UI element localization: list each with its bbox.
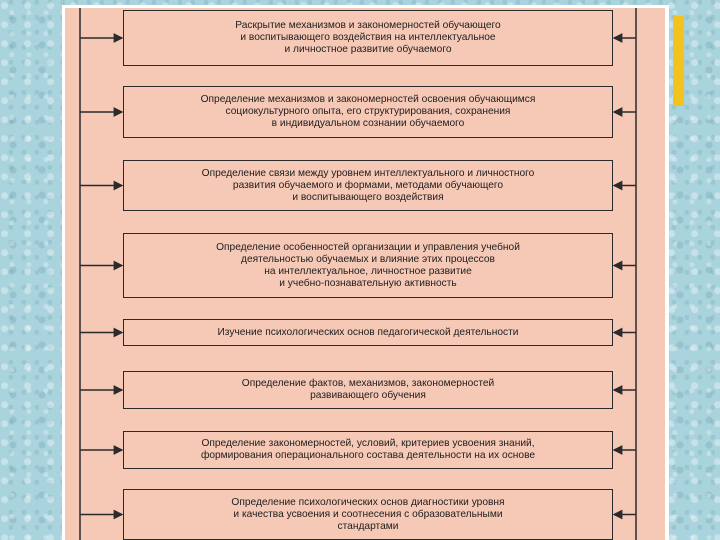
accent-bar: [673, 16, 684, 106]
diagram-box-4: Определение особенностей организации и управления учебной деятельностью обучаемых и влияние этих процессов на интеллектуальное, личностное развитие и учебно-познавательную активность: [123, 233, 613, 298]
diagram-box-2: Определение механизмов и закономерностей освоения обучающимся социокультурного опыта, его структурирования, сохранения в индивидуальном сознании обучаемого: [123, 86, 613, 138]
diagram-box-8: Определение психологических основ диагностики уровня и качества усвоения и соотнесения с образовательными стандартами: [123, 489, 613, 540]
diagram-box-3: Определение связи между уровнем интеллектуального и личностного развития обучаемого и формами, методами обучающего и воспитывающего воздействия: [123, 160, 613, 211]
diagram-box-7: Определение закономерностей, условий, критериев усвоения знаний, формирования операционального состава деятельности на их основе: [123, 431, 613, 469]
diagram-box-5: Изучение психологических основ педагогической деятельности: [123, 319, 613, 346]
diagram-box-1: Раскрытие механизмов и закономерностей обучающего и воспитывающего воздействия на интеллектуальное и личностное развитие обучаемого: [123, 10, 613, 66]
diagram-box-6: Определение фактов, механизмов, закономерностей развивающего обучения: [123, 371, 613, 409]
